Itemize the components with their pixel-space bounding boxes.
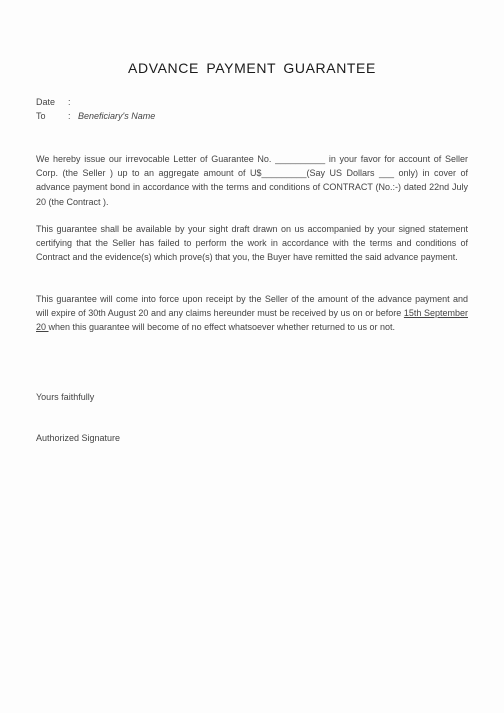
beneficiary-name: Beneficiary's Name xyxy=(78,111,156,121)
date-row xyxy=(36,97,78,107)
document-title: ADVANCE PAYMENT GUARANTEE xyxy=(128,60,376,76)
paragraph-validity-tail: when this guarantee will become of no effect whatsoever whether returned to us or not. xyxy=(48,322,396,333)
paragraph-issue: We hereby issue our irrevocable Letter of Guarantee No. __________ in your favor for account of Seller Corp. (the Seller ) up to an aggregate amount of U$_________(Say US Dollars ___ only) in cover of advance payment bond in accordance with the terms and conditions of CONTRACT (No.:-) dated 22nd July 20 (the Contract ). xyxy=(36,154,468,207)
to-label: To xyxy=(36,111,46,121)
date-colon: : xyxy=(68,97,71,107)
paragraph-validity xyxy=(36,292,468,335)
paragraph-availability: This guarantee shall be available by your sight draft drawn on us accompanied by your signed statement certifying that the Seller has failed to perform the work in accordance with the terms and conditions of Contract and the evidence(s) which prove(s) that you, the Buyer have remitted the said advance payment. xyxy=(36,224,468,263)
to-colon: : xyxy=(68,111,71,121)
date-label: Date xyxy=(36,97,56,107)
to-row xyxy=(36,111,155,121)
closing-text: Yours faithfully xyxy=(36,392,95,402)
authorized-signature: Authorized Signature xyxy=(36,433,121,443)
paragraph-validity-text: This guarantee will come into force upon receipt by the Seller of the amount of the advance payment and will expire of 30th August 20 and any claims hereunder must be received by us on or before xyxy=(36,294,468,319)
expiry-date-field: 15th September 20 xyxy=(36,308,468,333)
